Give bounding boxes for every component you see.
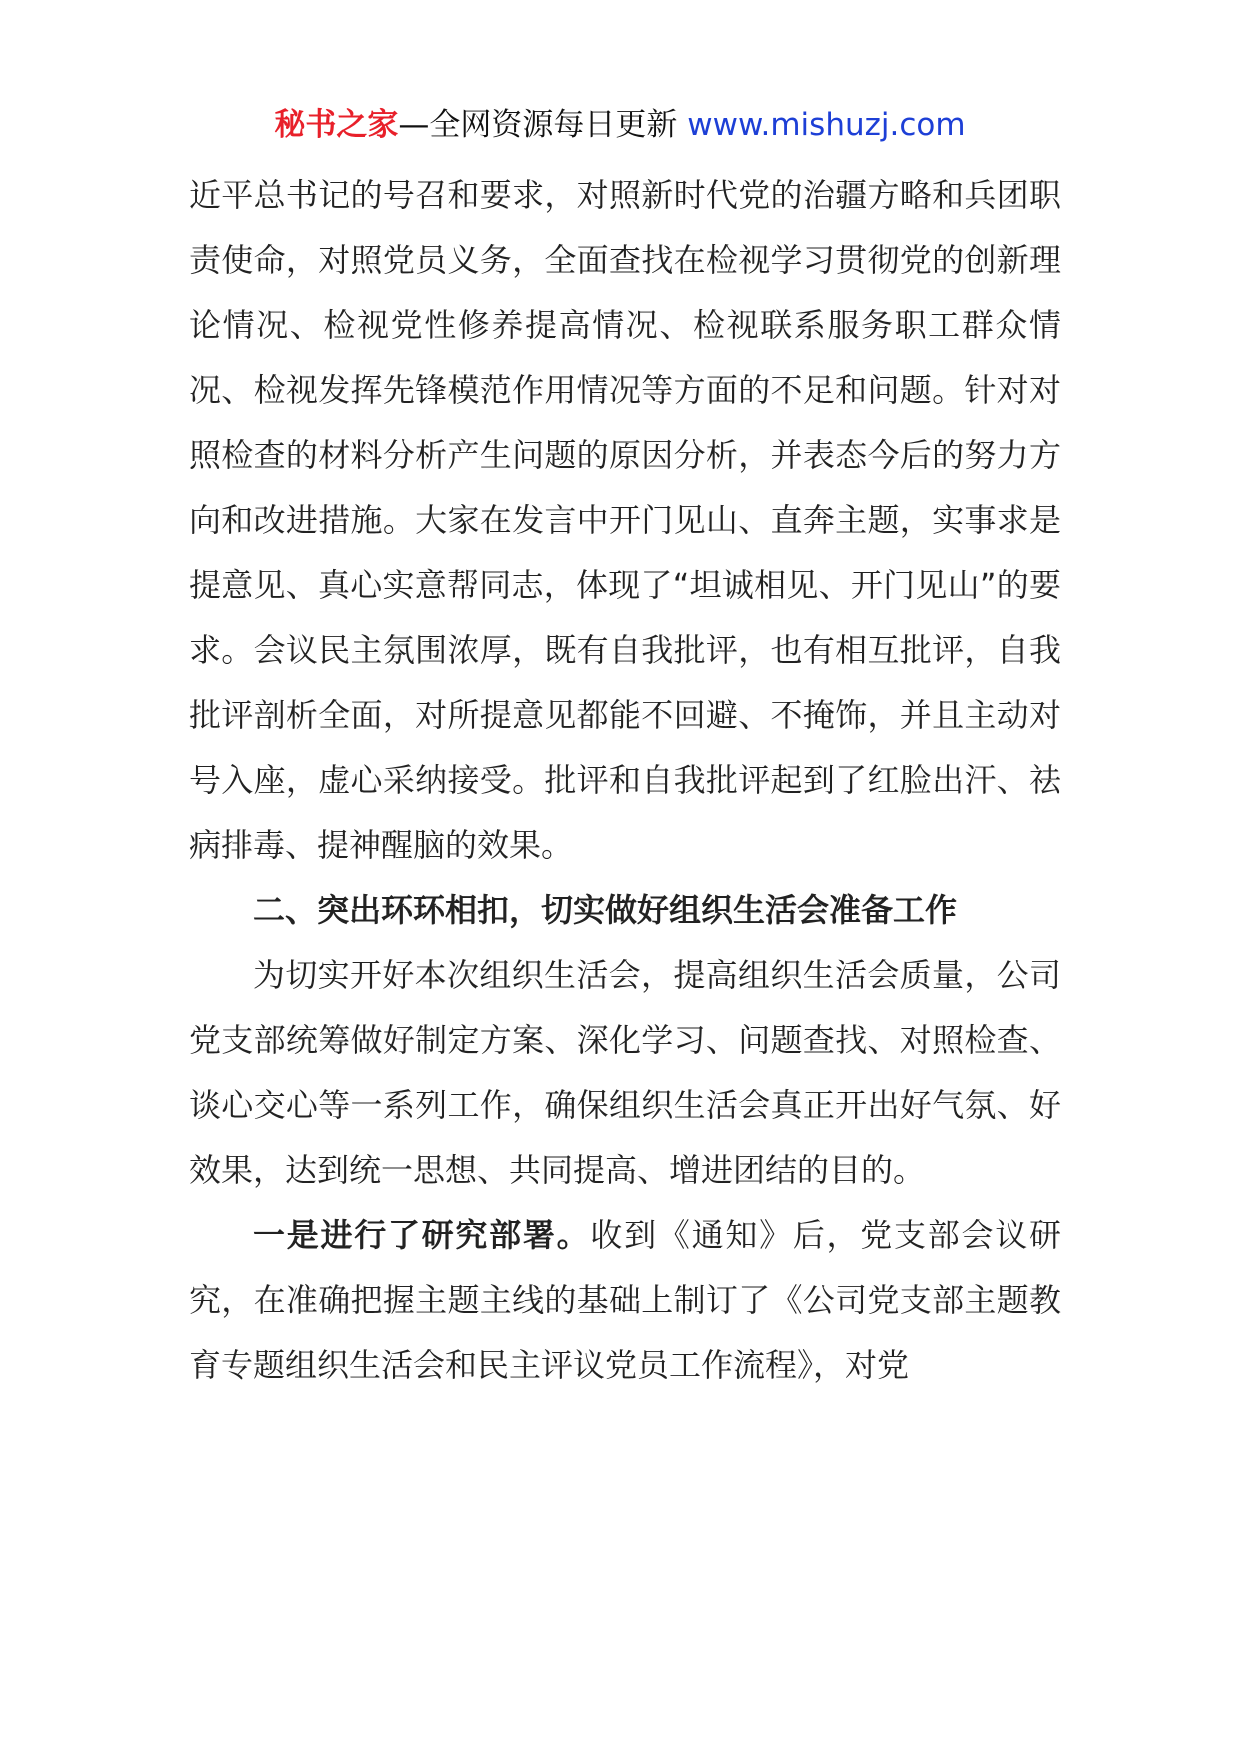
website-link[interactable]: www.mishuzj.com xyxy=(687,107,966,143)
paragraph-lead: 一是进行了研究部署。 xyxy=(253,1216,591,1254)
paragraph-text: 收到《通知》后，党支部会议研究，在准确把握主题主线的基础上制订了《公司党支部主题教育专题组织生活会和民主评议党员工作流程》，对党 xyxy=(189,1216,1061,1384)
page-header xyxy=(0,100,1240,150)
header-tagline: —全网资源每日更新 xyxy=(398,107,678,143)
paragraph: 为切实开好本次组织生活会，提高组织生活会质量，公司党支部统筹做好制定方案、深化学习、问题查找、对照检查、谈心交心等一系列工作，确保组织生活会真正开出好气氛、好效果，达到统一思想、共同提高、增进团结的目的。 xyxy=(189,956,1061,1189)
paragraph: 近平总书记的号召和要求，对照新时代党的治疆方略和兵团职责使命，对照党员义务，全面查找在检视学习贯彻党的创新理论情况、检视党性修养提高情况、检视联系服务职工群众情况、检视发挥先锋模范作用情况等方面的不足和问题。针对对照检查的材料分析产生问题的原因分析，并表态今后的努力方向和改进措施。大家在发言中开门见山、直奔主题，实事求是提意见、真心实意帮同志，体现了“坦诚相见、开门见山”的要求。会议民主氛围浓厚，既有自我批评，也有相互批评，自我批评剖析全面，对所提意见都能不回避、不掩饰，并且主动对号入座，虚心采纳接受。批评和自我批评起到了红脸出汗、祛病排毒、提神醒脑的效果。 xyxy=(189,176,1061,864)
section-heading: 二、突出环环相扣，切实做好组织生活会准备工作 xyxy=(253,891,958,929)
document-body xyxy=(189,163,1061,1398)
brand-name: 秘书之家 xyxy=(274,107,399,143)
paragraph xyxy=(189,1203,1061,1398)
